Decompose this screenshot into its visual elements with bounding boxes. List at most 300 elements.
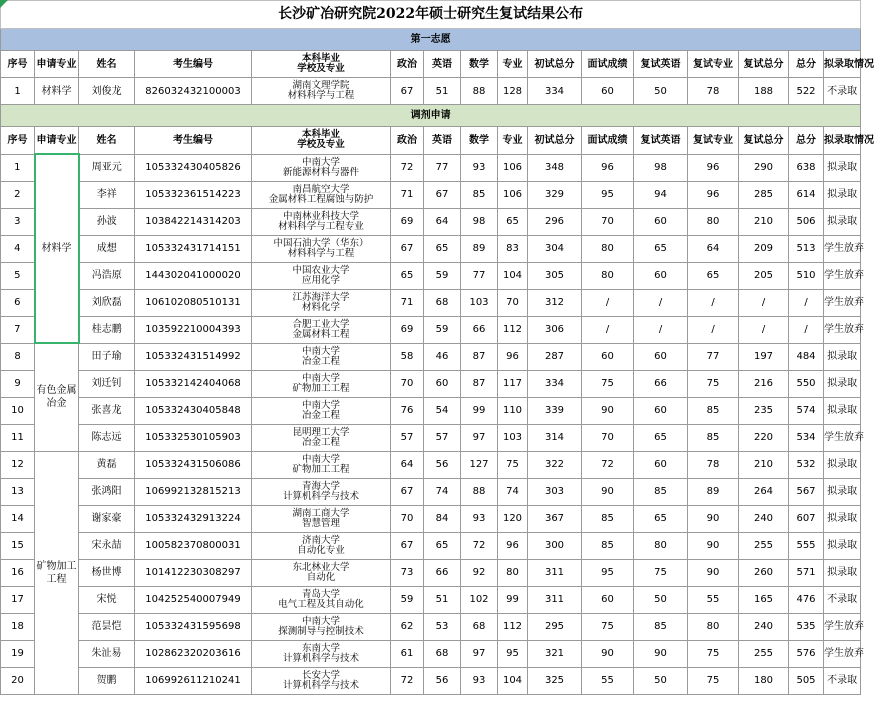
cell-r-total: 260 [739,559,789,586]
cell-school-name: 东南大学 [301,642,340,654]
cell-school [252,181,391,208]
header-math: 数学 [461,51,498,78]
table-row [1,316,861,343]
cell-school-name: 中南大学 [301,453,340,465]
cell-decision: 拟录取 [824,478,861,505]
cell-decision: 拟录取 [824,181,861,208]
cell-math: 127 [461,451,498,478]
cell-total: 505 [789,667,824,694]
cell-name: 孙波 [79,208,135,235]
cell-english: 77 [424,154,461,181]
cell-r-specialty: 78 [688,78,739,105]
cell-specialty: 103 [498,424,528,451]
cell-total: 532 [789,451,824,478]
cell-school-name: 中国石油大学（华东） [273,237,369,249]
cell-decision: 学生放弃 [824,613,861,640]
page-title: 长沙矿冶研究院2022年硕士研究生复试结果公布 [1,1,861,29]
cell-school-major: 计算机科学与技术 [282,490,359,502]
cell-seq: 13 [1,478,35,505]
cell-school [252,559,391,586]
header-school-line1: 本科毕业 [301,53,340,64]
cell-major: 有色金属冶金 [35,343,79,451]
cell-r-specialty: 64 [688,235,739,262]
cell-school-major: 冶金工程 [301,436,340,448]
cell-math: 89 [461,235,498,262]
cell-school-major: 探测制导与控制技术 [278,625,364,637]
header-retest-english: 复试英语 [634,51,688,78]
cell-prelim: 312 [528,289,582,316]
cell-r-total: 240 [739,613,789,640]
cell-school [252,235,391,262]
cell-r-english: 50 [634,586,688,613]
header-interview: 面试成绩 [582,127,634,155]
cell-english: 74 [424,478,461,505]
cell-school [252,478,391,505]
section-adjusted [1,105,861,127]
cell-math: 68 [461,613,498,640]
cell-school [252,586,391,613]
cell-interview: 80 [582,262,634,289]
cell-r-total: 188 [739,78,789,105]
cell-politics: 72 [391,667,424,694]
cell-r-total: 255 [739,532,789,559]
section-adjusted-label: 调剂申请 [1,105,861,127]
cell-decision: 拟录取 [824,397,861,424]
cell-total: 567 [789,478,824,505]
cell-politics: 76 [391,397,424,424]
cell-school-name: 湖南工商大学 [292,507,350,519]
cell-interview: 70 [582,424,634,451]
cell-interview: 60 [582,78,634,105]
cell-prelim: 295 [528,613,582,640]
cell-school [252,505,391,532]
cell-interview: 55 [582,667,634,694]
cell-r-specialty: / [688,316,739,343]
cell-name: 周亚元 [79,154,135,181]
cell-school [252,370,391,397]
cell-decision: 不录取 [824,586,861,613]
cell-r-total: 255 [739,640,789,667]
cell-interview: 85 [582,532,634,559]
cell-interview: 90 [582,397,634,424]
cell-decision: 学生放弃 [824,235,861,262]
cell-r-english: 60 [634,397,688,424]
cell-seq: 20 [1,667,35,694]
cell-seq: 5 [1,262,35,289]
cell-major: 矿物加工工程 [35,451,79,694]
cell-prelim: 314 [528,424,582,451]
cell-r-specialty: 80 [688,613,739,640]
cell-math: 93 [461,505,498,532]
cell-r-english: 60 [634,262,688,289]
cell-r-english: 65 [634,424,688,451]
cell-politics: 70 [391,370,424,397]
cell-name: 田子瑜 [79,343,135,370]
cell-school-major: 材料化学 [301,301,340,313]
cell-exam-no: 103592210004393 [135,316,252,343]
table-row [1,505,861,532]
cell-exam-no: 105332361514223 [135,181,252,208]
cell-seq: 2 [1,181,35,208]
cell-seq: 1 [1,154,35,181]
cell-school-name: 青海大学 [301,480,340,492]
cell-school-name: 中南大学 [301,372,340,384]
cell-r-specialty: 75 [688,667,739,694]
cell-prelim: 305 [528,262,582,289]
cell-exam-no: 144302041000020 [135,262,252,289]
cell-interview: / [582,316,634,343]
cell-name: 朱沚易 [79,640,135,667]
cell-specialty: 112 [498,613,528,640]
cell-school-major: 自动化专业 [297,544,345,556]
cell-math: 103 [461,289,498,316]
cell-politics: 67 [391,478,424,505]
cell-seq: 4 [1,235,35,262]
cell-school-major: 智慧管理 [301,517,340,529]
cell-politics: 71 [391,181,424,208]
cell-politics: 73 [391,559,424,586]
header-school [252,51,391,78]
section-first-choice-label: 第一志愿 [1,29,861,51]
header-english: 英语 [424,51,461,78]
cell-math: 102 [461,586,498,613]
cell-name: 刘欣磊 [79,289,135,316]
cell-exam-no: 105332430405848 [135,397,252,424]
header-school-line2: 学校及专业 [297,139,345,151]
cell-total: 476 [789,586,824,613]
header-interview: 面试成绩 [582,51,634,78]
cell-seq: 11 [1,424,35,451]
cell-politics: 61 [391,640,424,667]
cell-school [252,262,391,289]
header-total: 总分 [789,127,824,155]
cell-school-major: 材料科学与工程 [287,247,355,259]
cell-exam-no: 103842214314203 [135,208,252,235]
cell-r-english: 98 [634,154,688,181]
cell-comment-marker-icon [0,0,10,10]
cell-school-name: 济南大学 [301,534,340,546]
cell-r-total: 220 [739,424,789,451]
cell-exam-no: 105332530105903 [135,424,252,451]
cell-english: 53 [424,613,461,640]
header-school-line1: 本科毕业 [301,129,340,141]
cell-english: 51 [424,586,461,613]
cell-politics: 67 [391,78,424,105]
table-header-row [1,127,861,155]
cell-r-english: 85 [634,478,688,505]
table-row [1,208,861,235]
cell-school-major: 新能源材料与器件 [282,166,359,178]
cell-r-english: 94 [634,181,688,208]
cell-school-name: 中南大学 [301,156,340,168]
cell-r-english: 85 [634,613,688,640]
cell-politics: 67 [391,235,424,262]
cell-school [252,640,391,667]
cell-interview: 85 [582,505,634,532]
cell-math: 93 [461,154,498,181]
table-row [1,451,861,478]
cell-prelim: 321 [528,640,582,667]
cell-name: 宋悦 [79,586,135,613]
cell-school-major: 电气工程及其自动化 [278,598,364,610]
cell-r-total: 180 [739,667,789,694]
cell-prelim: 303 [528,478,582,505]
header-math: 数学 [461,127,498,155]
cell-specialty: 104 [498,667,528,694]
cell-school-major: 金属材料工程腐蚀与防护 [268,193,374,205]
cell-name: 宋永喆 [79,532,135,559]
cell-prelim: 339 [528,397,582,424]
cell-decision: 不录取 [824,78,861,105]
cell-math: 88 [461,478,498,505]
header-retest-specialty: 复试专业 [688,51,739,78]
cell-specialty: 74 [498,478,528,505]
table-row [1,478,861,505]
cell-english: 59 [424,316,461,343]
cell-school-name: 中国农业大学 [292,264,350,276]
cell-interview: 90 [582,640,634,667]
cell-school-major: 材料科学与工程 [287,90,355,101]
cell-total: 614 [789,181,824,208]
cell-english: 56 [424,667,461,694]
table-row [1,586,861,613]
cell-math: 98 [461,208,498,235]
cell-school [252,78,391,105]
cell-decision: 拟录取 [824,208,861,235]
cell-decision: 学生放弃 [824,316,861,343]
cell-school-major: 冶金工程 [301,355,340,367]
cell-specialty: 70 [498,289,528,316]
header-major: 申请专业 [35,127,79,155]
cell-specialty: 96 [498,343,528,370]
cell-prelim: 334 [528,78,582,105]
cell-r-total: / [739,316,789,343]
cell-decision: 拟录取 [824,532,861,559]
cell-total: 484 [789,343,824,370]
cell-decision: 拟录取 [824,343,861,370]
cell-english: 56 [424,451,461,478]
table-row [1,154,861,181]
cell-seq: 7 [1,316,35,343]
cell-r-english: 60 [634,208,688,235]
cell-school-name: 中南林业科技大学 [282,210,359,222]
cell-r-specialty: 85 [688,397,739,424]
header-retest-total: 复试总分 [739,51,789,78]
cell-prelim: 300 [528,532,582,559]
cell-major: 材料学 [35,154,79,343]
cell-specialty: 83 [498,235,528,262]
cell-specialty: 112 [498,316,528,343]
cell-total: / [789,316,824,343]
cell-decision: 拟录取 [824,370,861,397]
cell-prelim: 325 [528,667,582,694]
cell-prelim: 322 [528,451,582,478]
cell-school-name: 东北林业大学 [292,561,350,573]
cell-school [252,289,391,316]
cell-interview: 95 [582,559,634,586]
cell-name: 刘迁钊 [79,370,135,397]
cell-exam-no: 106992611210241 [135,667,252,694]
cell-r-english: 50 [634,667,688,694]
table-row [1,181,861,208]
cell-prelim: 348 [528,154,582,181]
cell-total: 607 [789,505,824,532]
cell-specialty: 65 [498,208,528,235]
cell-r-english: 66 [634,370,688,397]
cell-r-total: 197 [739,343,789,370]
cell-total: 574 [789,397,824,424]
cell-english: 59 [424,262,461,289]
cell-decision: 拟录取 [824,154,861,181]
cell-english: 65 [424,532,461,559]
cell-school-major: 计算机科学与技术 [282,679,359,691]
cell-prelim: 311 [528,586,582,613]
cell-specialty: 95 [498,640,528,667]
cell-name: 李祥 [79,181,135,208]
cell-r-specialty: 85 [688,424,739,451]
cell-school [252,208,391,235]
cell-r-total: 205 [739,262,789,289]
cell-name: 成想 [79,235,135,262]
header-school [252,127,391,155]
cell-seq: 14 [1,505,35,532]
header-total: 总分 [789,51,824,78]
cell-prelim: 334 [528,370,582,397]
cell-r-total: 210 [739,208,789,235]
cell-interview: 80 [582,235,634,262]
cell-r-english: 90 [634,640,688,667]
cell-prelim: 367 [528,505,582,532]
cell-prelim: 296 [528,208,582,235]
cell-r-specialty: 75 [688,370,739,397]
cell-interview: 70 [582,208,634,235]
header-exam-no: 考生编号 [135,127,252,155]
cell-name: 黄磊 [79,451,135,478]
cell-name: 刘俊龙 [79,78,135,105]
cell-english: 57 [424,424,461,451]
cell-specialty: 128 [498,78,528,105]
cell-r-total: 240 [739,505,789,532]
cell-r-specialty: 80 [688,208,739,235]
table-header-row [1,51,861,78]
cell-school-major: 矿物加工工程 [292,463,350,475]
cell-interview: 90 [582,478,634,505]
cell-r-english: / [634,316,688,343]
cell-name: 冯浩原 [79,262,135,289]
cell-r-total: 285 [739,181,789,208]
cell-math: 99 [461,397,498,424]
cell-r-specialty: 96 [688,154,739,181]
cell-seq: 10 [1,397,35,424]
cell-total: 506 [789,208,824,235]
cell-seq: 9 [1,370,35,397]
cell-exam-no: 826032432100003 [135,78,252,105]
table-row [1,613,861,640]
cell-math: 92 [461,559,498,586]
cell-math: 93 [461,667,498,694]
header-decision: 拟录取情况 [824,127,861,155]
cell-r-english: 75 [634,559,688,586]
cell-seq: 1 [1,78,35,105]
cell-math: 97 [461,640,498,667]
cell-r-total: 165 [739,586,789,613]
cell-total: / [789,289,824,316]
cell-total: 522 [789,78,824,105]
cell-prelim: 304 [528,235,582,262]
cell-r-total: 264 [739,478,789,505]
cell-r-total: 216 [739,370,789,397]
cell-school-major: 材料科学与工程专业 [278,220,364,232]
cell-seq: 16 [1,559,35,586]
cell-school-major: 冶金工程 [301,409,340,421]
cell-math: 87 [461,343,498,370]
header-specialty: 专业 [498,127,528,155]
cell-school-major: 矿物加工工程 [292,382,350,394]
cell-r-specialty: 65 [688,262,739,289]
cell-english: 46 [424,343,461,370]
cell-specialty: 96 [498,532,528,559]
cell-r-english: 65 [634,235,688,262]
cell-school [252,532,391,559]
cell-prelim: 329 [528,181,582,208]
cell-seq: 19 [1,640,35,667]
cell-seq: 8 [1,343,35,370]
cell-prelim: 306 [528,316,582,343]
header-seq: 序号 [1,51,35,78]
table-row [1,343,861,370]
cell-interview: 72 [582,451,634,478]
cell-english: 65 [424,235,461,262]
cell-politics: 69 [391,316,424,343]
cell-school [252,667,391,694]
cell-total: 638 [789,154,824,181]
header-name: 姓名 [79,51,135,78]
cell-school [252,154,391,181]
cell-r-specialty: 75 [688,640,739,667]
cell-total: 535 [789,613,824,640]
cell-interview: 60 [582,586,634,613]
cell-exam-no: 100582370800031 [135,532,252,559]
header-retest-total: 复试总分 [739,127,789,155]
table-row [1,262,861,289]
cell-exam-no: 105332142404068 [135,370,252,397]
cell-specialty: 99 [498,586,528,613]
cell-school [252,424,391,451]
cell-r-english: 50 [634,78,688,105]
cell-r-english: 60 [634,451,688,478]
cell-r-english: / [634,289,688,316]
cell-total: 555 [789,532,824,559]
cell-r-specialty: 90 [688,532,739,559]
cell-r-specialty: 90 [688,505,739,532]
cell-school [252,343,391,370]
cell-school-major: 自动化 [306,571,336,583]
cell-politics: 69 [391,208,424,235]
table-row [1,532,861,559]
cell-total: 513 [789,235,824,262]
cell-name: 陈志远 [79,424,135,451]
cell-r-total: / [739,289,789,316]
cell-politics: 64 [391,451,424,478]
cell-r-total: 209 [739,235,789,262]
cell-math: 85 [461,181,498,208]
cell-english: 54 [424,397,461,424]
cell-specialty: 104 [498,262,528,289]
cell-decision: 不录取 [824,667,861,694]
cell-specialty: 110 [498,397,528,424]
cell-total: 576 [789,640,824,667]
cell-english: 51 [424,78,461,105]
